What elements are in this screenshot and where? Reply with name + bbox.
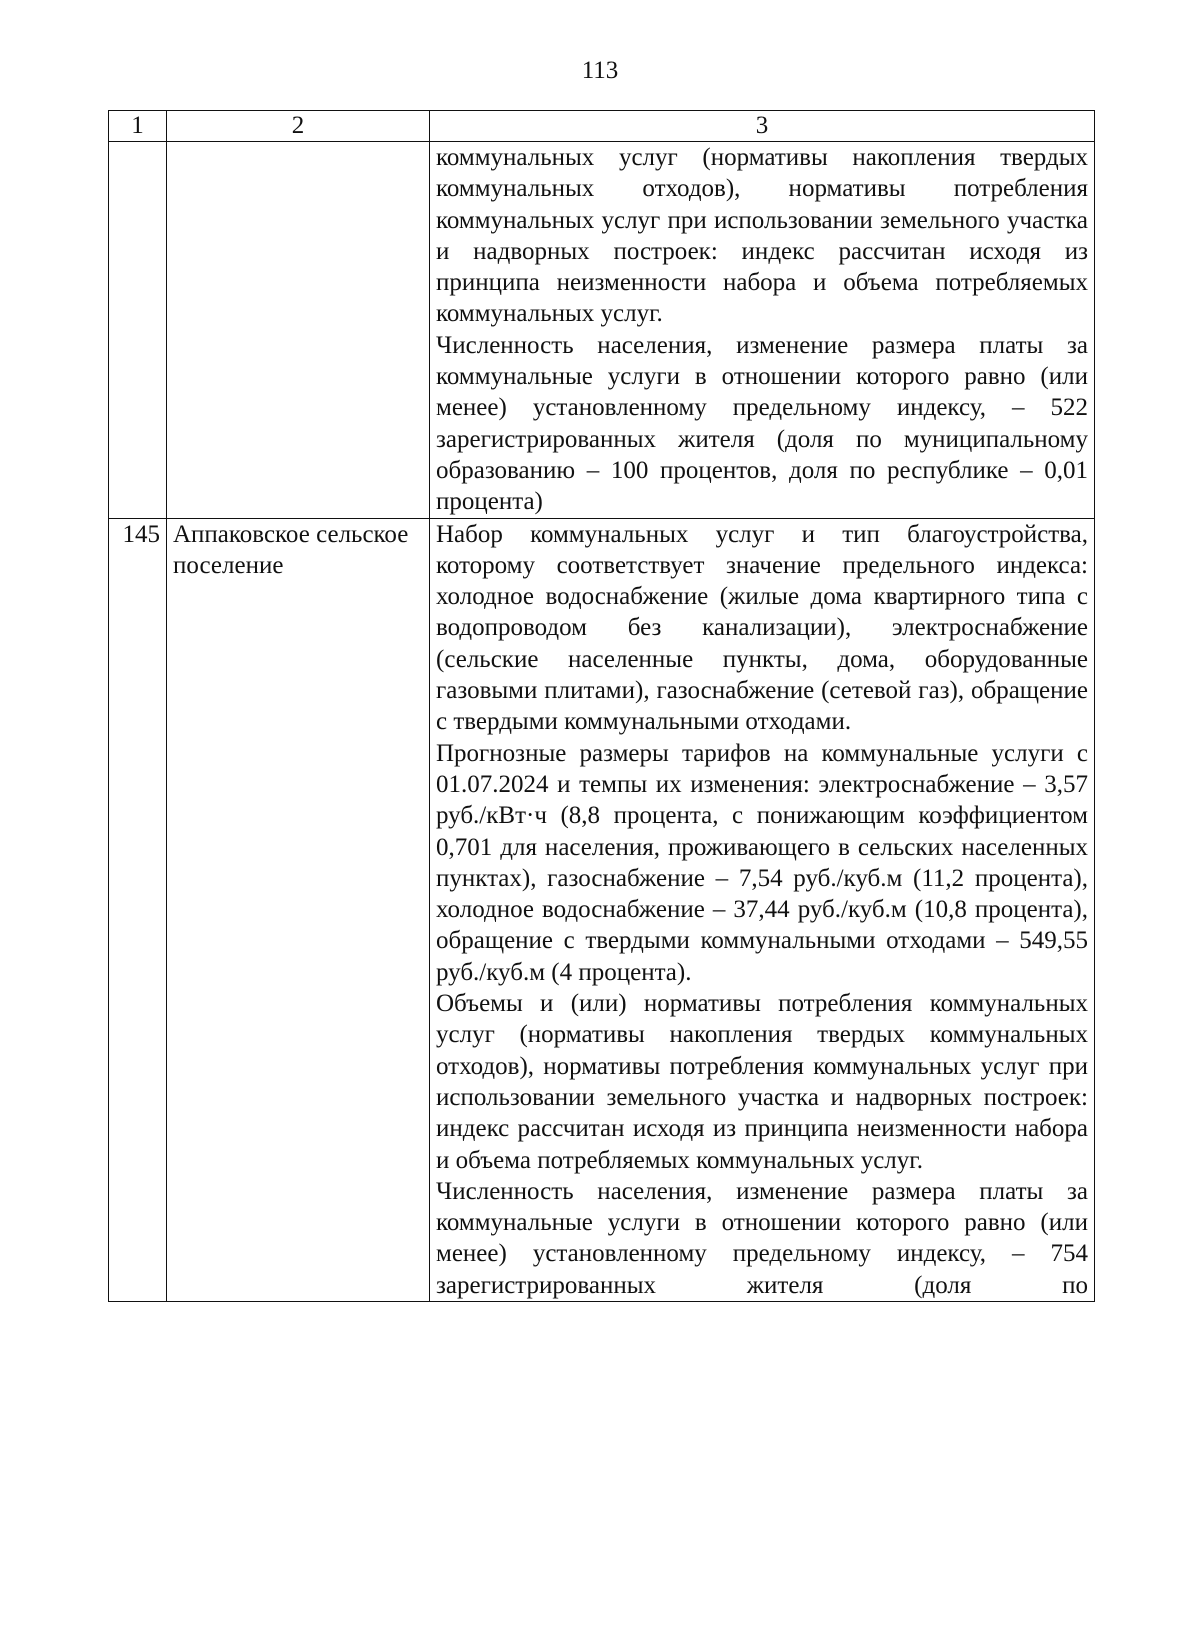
table-row bbox=[109, 518, 1095, 1301]
table-header-row bbox=[109, 111, 1095, 142]
settlement-name: Аппаковское сельское поселение bbox=[167, 518, 430, 1301]
row-description bbox=[430, 518, 1095, 1301]
column-header-2: 2 bbox=[167, 111, 430, 142]
description-paragraph: Численность населения, изменение размера платы за коммунальные услуги в отношении которого равно (или менее) установленному предельному индексу, – 522 зарегистрированных жителя (доля по муниципальному образованию – 100 процентов, доля по республике – 0,01 процента) bbox=[436, 331, 1088, 516]
column-header-1: 1 bbox=[109, 111, 167, 142]
settlement-name bbox=[167, 142, 430, 519]
column-header-3: 3 bbox=[430, 111, 1095, 142]
description-paragraph: Объемы и (или) нормативы потребления коммунальных услуг (нормативы накопления твердых коммунальных отходов), нормативы потребления коммунальных услуг при использовании земельного участка и надворных построек: индекс рассчитан исходя из принципа неизменности набора и объема потребляемых коммунальных услуг. bbox=[436, 990, 1088, 1174]
tariff-table bbox=[108, 110, 1095, 1302]
row-number bbox=[109, 142, 167, 519]
description-paragraph: Набор коммунальных услуг и тип благоустройства, которому соответствует значение предельного индекса: холодное водоснабжение (жилые дома квартирного типа с водопроводом без канализации), электроснабжение (сельские населенные пункты, дома, оборудованные газовыми плитами), газоснабжение (сетевой газ), обращение с твердыми коммунальными отходами. bbox=[436, 520, 1088, 736]
table-row bbox=[109, 142, 1095, 519]
description-paragraph-continued: Численность населения, изменение размера платы за коммунальные услуги в отношении которого равно (или менее) установленному предельному индексу, – 754 зарегистрированных жителя (доля по bbox=[436, 1177, 1088, 1299]
page-number: 113 bbox=[581, 57, 619, 84]
row-description bbox=[430, 142, 1095, 519]
row-number: 145 bbox=[109, 518, 167, 1301]
description-paragraph: Прогнозные размеры тарифов на коммунальные услуги с 01.07.2024 и темпы их изменения: электроснабжение – 3,57 руб./кВт·ч (8,8 процента, с понижающим коэффициентом 0,701 для населения, проживающего в сельских населенных пунктах), газоснабжение – 7,54 руб./куб.м (11,2 процента), холодное водоснабжение – 37,44 руб./куб.м (10,8 процента), обращение с твердыми коммунальными отходами – 549,55 руб./куб.м (4 процента). bbox=[436, 739, 1088, 986]
description-paragraph: коммунальных услуг (нормативы накопления твердых коммунальных отходов), нормативы потребления коммунальных услуг при использовании земельного участка и надворных построек: индекс рассчитан исходя из принципа неизменности набора и объема потребляемых коммунальных услуг. bbox=[436, 144, 1088, 328]
